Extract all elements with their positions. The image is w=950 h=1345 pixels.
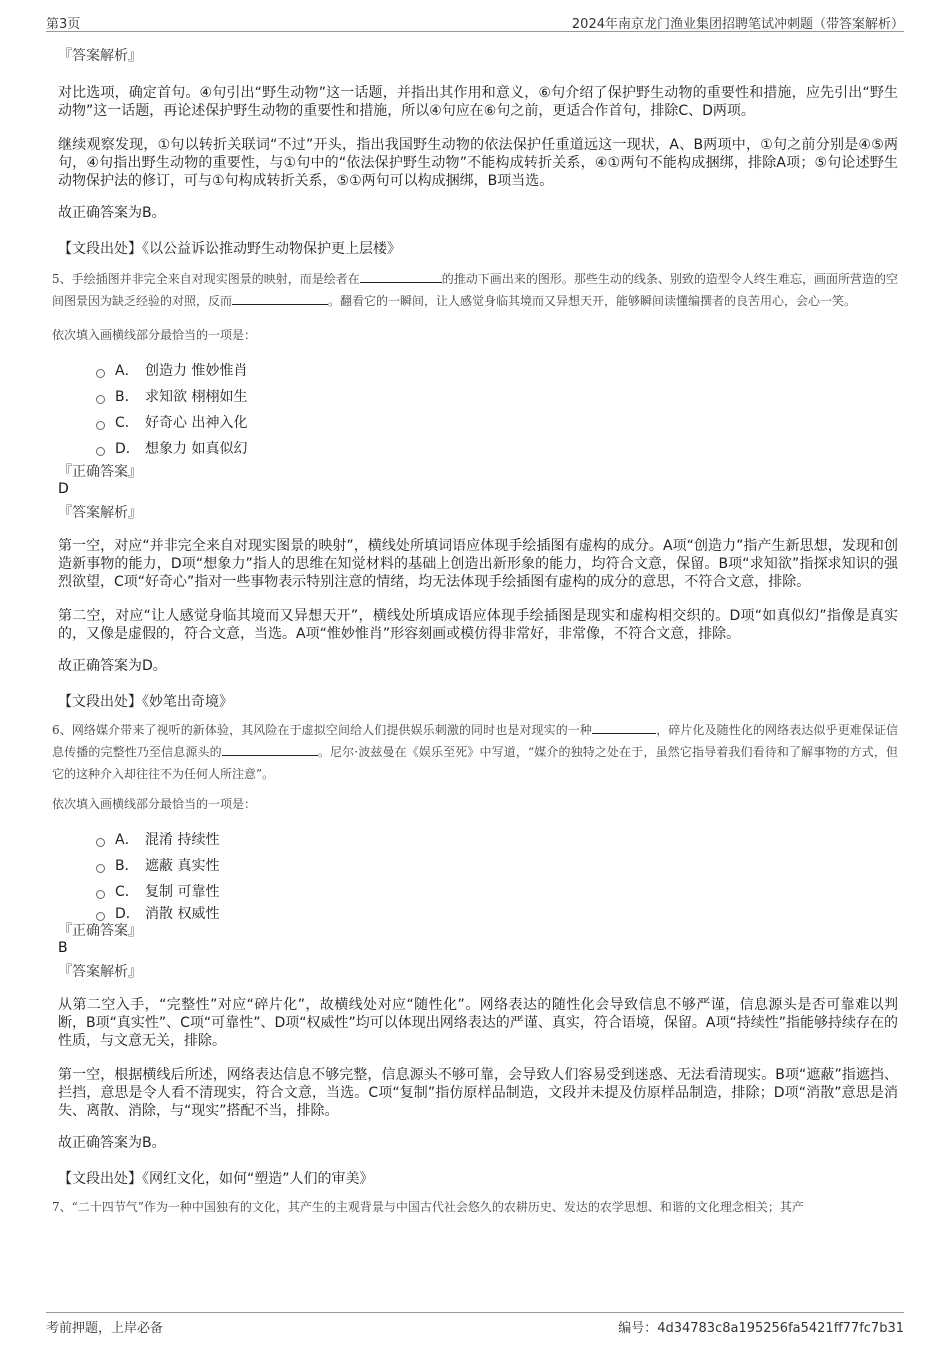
analysis-paragraph: 第一空，根据横线后所述，网络表达信息不够完整，信息源头不够可靠，会导致人们容易受到迷惑、无法看清现实。B项“遮蔽”指遮挡、拦挡，意思是令人看不清现实，符合文意，当选。C项“复制”指仿原样品制造，文段并未提及仿原样品制造，排除；D项“消散”意思是消失、离散、消除，与“现实”搭配不当，排除。 — [58, 1067, 898, 1119]
analysis-paragraph: 第二空，对应“让人感觉身临其境而又异想天开”，横线处所填成语应体现手绘插图是现实和虚构相交织的。D项“如真似幻”指像是真实的，又像是虚假的，符合文意，当选。A项“惟妙惟肖”形容刻画或模仿得非常好，非常像，不符合文意，排除。 — [58, 608, 898, 642]
question-6 — [52, 719, 898, 785]
passage-source: 【文段出处】《妙笔出奇境》 — [58, 694, 233, 710]
question-5 — [52, 268, 898, 312]
option-b[interactable] — [96, 383, 898, 409]
option-c[interactable] — [96, 878, 898, 904]
option-text: 想象力 如真似幻 — [145, 441, 248, 457]
analysis-paragraph: 对比选项，确定首句。④句引出“野生动物”这一话题，并指出其作用和意义，⑥句介绍了保护野生动物的重要性和措施，应先引出“野生动物”这一话题，再论述保护野生动物的重要性和措施，所以④句应在⑥句之前，更适合作首句，排除C、D两项。 — [58, 85, 898, 119]
radio-icon[interactable] — [96, 421, 105, 430]
correct-answer-label: 『正确答案』 — [58, 464, 142, 480]
option-key: D． — [115, 441, 140, 457]
analysis-label: 『答案解析』 — [58, 964, 142, 980]
question-instruction: 依次填入画横线部分最恰当的一项是： — [52, 797, 257, 811]
page-header — [46, 11, 904, 32]
correct-answer: B — [58, 940, 68, 956]
page-footer — [46, 1312, 904, 1336]
option-text: 消散 权威性 — [145, 906, 220, 922]
option-d[interactable] — [96, 904, 898, 922]
option-key: C． — [115, 415, 139, 431]
option-key: A． — [115, 363, 139, 379]
analysis-label: 『答案解析』 — [58, 505, 142, 521]
question-text: ，碎片化及随性化的网络表达似乎更难保证信息传播的完整性乃至信息源头的 — [52, 723, 898, 759]
question-text: 6、网络媒介带来了视听的新体验，其风险在于虚拟空间给人们提供娱乐刺激的同时也是对现实的一种 — [52, 723, 593, 737]
question-7: 7、“二十四节气”作为一种中国独有的文化，其产生的主观背景与中国古代社会悠久的农耕历史、发达的农学思想、和谐的文化理念相关；其产 — [52, 1200, 804, 1214]
option-c[interactable] — [96, 409, 898, 435]
option-text: 好奇心 出神入化 — [145, 415, 248, 431]
passage-source: 【文段出处】《网红文化，如何“塑造”人们的审美》 — [58, 1171, 374, 1187]
option-text: 复制 可靠性 — [145, 884, 220, 900]
radio-icon[interactable] — [96, 447, 105, 456]
options-list — [96, 357, 898, 461]
option-key: A． — [115, 832, 139, 848]
question-instruction: 依次填入画横线部分最恰当的一项是： — [52, 328, 257, 342]
radio-icon[interactable] — [96, 395, 105, 404]
option-text: 求知欲 栩栩如生 — [145, 389, 248, 405]
option-key: B． — [115, 858, 139, 874]
correct-answer: D — [58, 481, 69, 497]
analysis-conclusion: 故正确答案为B。 — [58, 205, 166, 221]
fill-blank — [232, 291, 328, 305]
page-number: 第3页 — [46, 17, 81, 32]
option-text: 创造力 惟妙惟肖 — [145, 363, 248, 379]
analysis-paragraph: 第一空，对应“并非完全来自对现实图景的映射”，横线处所填词语应体现手绘插图有虚构的成分。A项“创造力”指产生新思想，发现和创造新事物的能力，D项“想象力”指人的思维在知觉材料的基础上创造出新形象的能力，均符合文意，保留。B项“求知欲”指探求知识的强烈欲望，C项“好奇心”指对一些事物表示特别注意的情绪，均无法体现手绘插图有虚构的成分的意思，不符合文意，排除。 — [58, 538, 898, 590]
page-content — [52, 40, 898, 1218]
radio-icon[interactable] — [96, 912, 105, 921]
footer-slogan: 考前押题，上岸必备 — [46, 1321, 164, 1336]
analysis-conclusion: 故正确答案为D。 — [58, 658, 167, 674]
radio-icon[interactable] — [96, 864, 105, 873]
option-b[interactable] — [96, 852, 898, 878]
radio-icon[interactable] — [96, 369, 105, 378]
document-id: 编号：4d34783c8a195256fa5421ff77fc7b31 — [618, 1321, 904, 1336]
analysis-label: 『答案解析』 — [58, 48, 142, 64]
question-text: 的推动下画出来的图形。那些生动的线条、别致的造型令人终生难忘，画面所营造的空间图景因为缺乏经验的对照，反而 — [52, 272, 898, 308]
options-list — [96, 826, 898, 922]
question-text: 。尼尔·波兹曼在《娱乐至死》中写道，“媒介的独特之处在于，虽然它指导着我们看待和了解事物的方式，但它的这种介入却往往不为任何人所注意”。 — [52, 745, 898, 781]
correct-answer-label: 『正确答案』 — [58, 923, 142, 939]
option-key: C． — [115, 884, 139, 900]
question-text: 5、手绘插图并非完全来自对现实图景的映射，而是绘者在 — [52, 272, 360, 286]
option-key: D． — [115, 906, 140, 922]
option-text: 遮蔽 真实性 — [145, 858, 220, 874]
fill-blank — [222, 742, 318, 756]
question-text: 。翻看它的一瞬间，让人感觉身临其境而又异想天开，能够瞬间读懂编撰者的良苦用心，会心一笑。 — [328, 294, 857, 308]
radio-icon[interactable] — [96, 890, 105, 899]
passage-source: 【文段出处】《以公益诉讼推动野生动物保护更上层楼》 — [58, 241, 401, 257]
document-title: 2024年南京龙门渔业集团招聘笔试冲刺题（带答案解析） — [571, 17, 904, 32]
analysis-paragraph: 从第二空入手，“完整性”对应“碎片化”，故横线处对应“随性化”。网络表达的随性化会导致信息不够严谨，信息源头是否可靠难以判断，B项“真实性”、C项“可靠性”、D项“权威性”均可以体现出网络表达的严谨、真实，符合语境，保留。A项“持续性”指能够持续存在的性质，与文意无关，排除。 — [58, 997, 898, 1049]
analysis-paragraph: 继续观察发现，①句以转折关联词“不过”开头，指出我国野生动物的依法保护任重道远这一现状，A、B两项中，①句之前分别是④⑤两句，④句指出野生动物的重要性，与①句中的“依法保护野生动物”不能构成转折关系，④①两句不能构成捆绑，排除A项；⑤句论述野生动物保护法的修订，可与①句构成转折关系，⑤①两句可以构成捆绑，B项当选。 — [58, 137, 898, 189]
option-key: B． — [115, 389, 139, 405]
option-a[interactable] — [96, 357, 898, 383]
radio-icon[interactable] — [96, 838, 105, 847]
option-d[interactable] — [96, 435, 898, 461]
fill-blank — [360, 269, 442, 283]
fill-blank — [592, 720, 656, 734]
option-text: 混淆 持续性 — [145, 832, 220, 848]
option-a[interactable] — [96, 826, 898, 852]
analysis-conclusion: 故正确答案为B。 — [58, 1135, 166, 1151]
